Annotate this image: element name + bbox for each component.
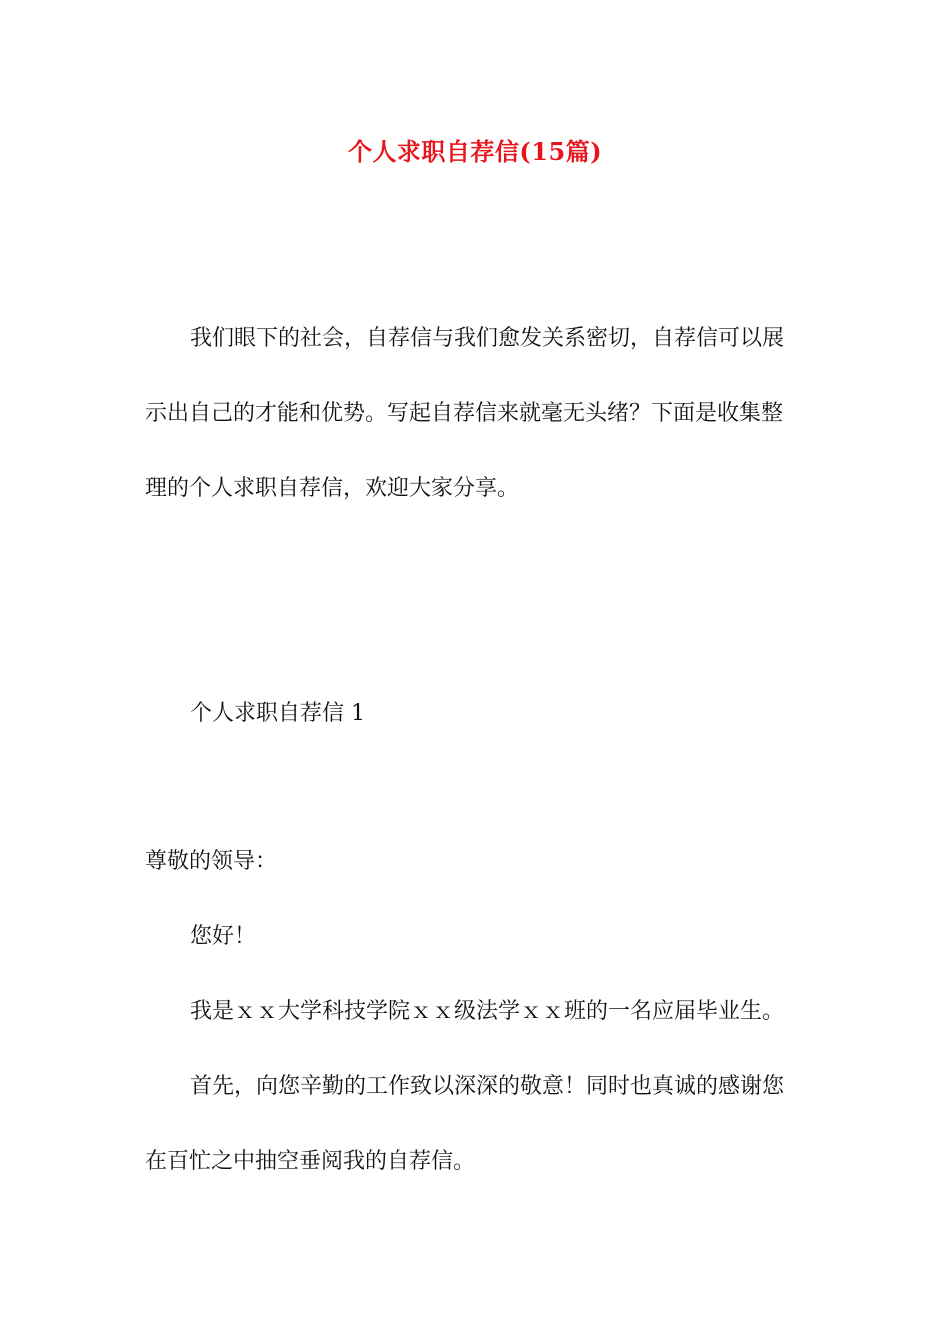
intro-line-2: 示出自己的才能和优势。写起自荐信来就毫无头绪？下面是收集整	[145, 401, 784, 426]
document-title: 个人求职自荐信(15篇)	[347, 137, 603, 166]
intro-line-1: 我们眼下的社会，自荐信与我们愈发关系密切，自荐信可以展	[190, 326, 785, 351]
paragraph-2-line-2: 在百忙之中抽空垂阅我的自荐信。	[145, 1149, 476, 1174]
paragraph-1: 我是ｘｘ大学科技学院ｘｘ级法学ｘｘ班的一名应届毕业生。	[190, 999, 785, 1024]
section-heading: 个人求职自荐信 1	[190, 701, 365, 726]
salutation: 尊敬的领导：	[145, 849, 278, 874]
paragraph-2-line-1: 首先，向您辛勤的工作致以深深的敬意！同时也真诚的感谢您	[190, 1074, 785, 1099]
intro-line-3: 理的个人求职自荐信，欢迎大家分享。	[145, 476, 520, 501]
greeting: 您好！	[190, 924, 257, 949]
